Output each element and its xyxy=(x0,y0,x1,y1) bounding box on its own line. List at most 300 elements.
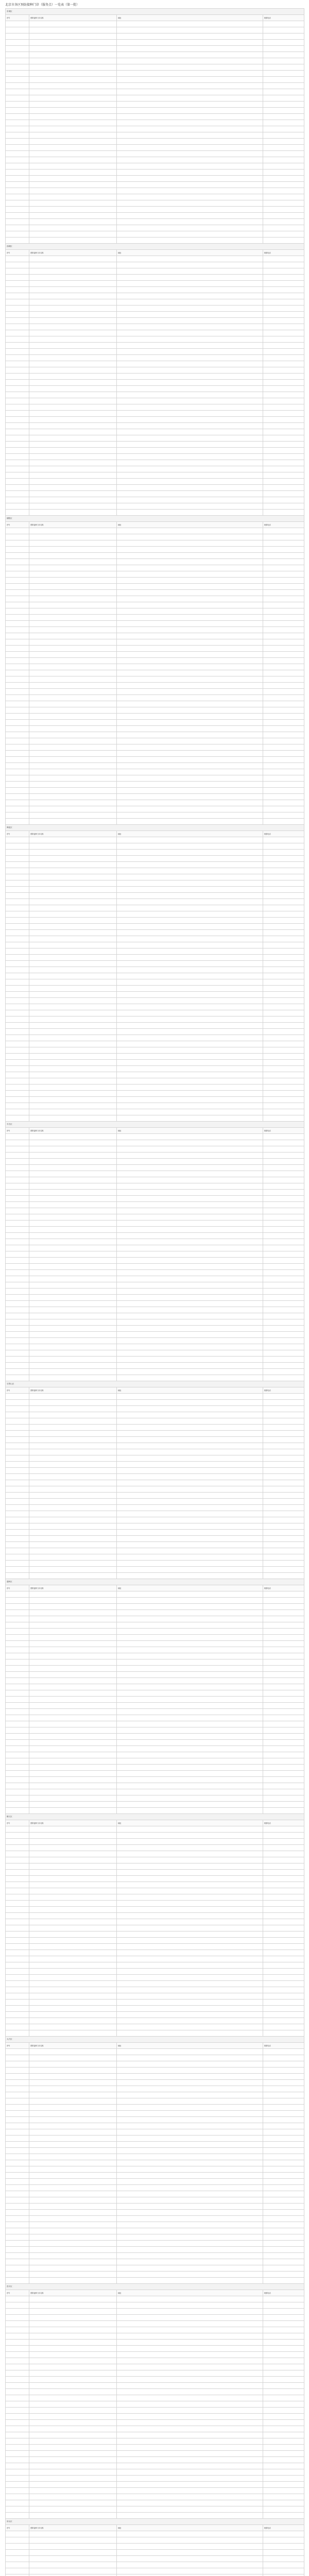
table-row xyxy=(6,639,304,646)
table-cell xyxy=(29,1561,117,1567)
table-cell xyxy=(117,955,263,961)
table-cell xyxy=(117,850,263,856)
table-cell xyxy=(117,2531,263,2537)
column-header: 地址 xyxy=(117,831,263,837)
table-cell xyxy=(6,1047,29,1054)
table-cell xyxy=(263,571,304,578)
table-cell xyxy=(263,2142,304,2148)
table-cell xyxy=(117,633,263,639)
table-cell xyxy=(29,1295,117,1301)
table-cell xyxy=(29,608,117,615)
table-row xyxy=(6,1523,304,1530)
table-cell xyxy=(29,1795,117,1802)
district-name: 西城区 xyxy=(6,244,304,250)
table-cell xyxy=(263,2185,304,2191)
table-cell xyxy=(263,979,304,986)
table-cell xyxy=(117,213,263,219)
table-cell xyxy=(6,77,29,83)
table-cell xyxy=(29,744,117,751)
table-cell xyxy=(263,1826,304,1833)
table-cell xyxy=(117,1425,263,1431)
table-cell xyxy=(263,2136,304,2142)
table-cell xyxy=(263,2414,304,2420)
table-cell xyxy=(6,1264,29,1270)
table-cell xyxy=(263,744,304,751)
table-cell xyxy=(29,2098,117,2105)
table-cell xyxy=(263,670,304,676)
district-name: 东城区 xyxy=(6,9,304,15)
table-row xyxy=(6,1672,304,1678)
table-cell xyxy=(6,1944,29,1950)
table-cell xyxy=(29,596,117,602)
district-section-row xyxy=(6,825,304,831)
table-cell xyxy=(6,2111,29,2117)
table-row xyxy=(6,1146,304,1153)
table-row xyxy=(6,1740,304,1746)
table-row xyxy=(6,701,304,707)
table-cell xyxy=(29,1542,117,1548)
table-row xyxy=(6,2061,304,2067)
table-cell xyxy=(29,1394,117,1400)
table-cell xyxy=(117,1474,263,1480)
table-cell xyxy=(263,1332,304,1338)
table-cell xyxy=(29,1214,117,1221)
table-cell xyxy=(6,1721,29,1727)
table-cell xyxy=(6,1672,29,1678)
table-row xyxy=(6,1907,304,1913)
table-cell xyxy=(117,1103,263,1109)
table-cell xyxy=(29,1913,117,1919)
table-cell xyxy=(117,547,263,553)
table-cell xyxy=(6,1659,29,1666)
table-cell xyxy=(117,2142,263,2148)
table-cell xyxy=(263,930,304,936)
table-cell xyxy=(6,355,29,361)
table-cell xyxy=(117,819,263,825)
table-cell xyxy=(263,1319,304,1326)
table-cell xyxy=(117,1573,263,1579)
table-cell xyxy=(29,602,117,608)
table-cell xyxy=(263,1783,304,1789)
table-cell xyxy=(117,646,263,652)
table-cell xyxy=(29,2067,117,2074)
table-cell xyxy=(29,1134,117,1140)
table-row xyxy=(6,2278,304,2284)
table-cell xyxy=(117,1536,263,1542)
table-cell xyxy=(29,689,117,695)
table-row xyxy=(6,238,304,244)
table-cell xyxy=(6,1016,29,1023)
table-cell xyxy=(6,2123,29,2129)
table-cell xyxy=(29,1647,117,1653)
table-cell xyxy=(6,101,29,108)
table-cell xyxy=(6,1567,29,1573)
table-cell xyxy=(117,157,263,163)
table-row xyxy=(6,139,304,145)
table-row xyxy=(6,2302,304,2309)
table-cell xyxy=(263,880,304,887)
table-row xyxy=(6,1190,304,1196)
table-row xyxy=(6,2537,304,2544)
table-row xyxy=(6,2092,304,2098)
table-cell xyxy=(6,1431,29,1437)
table-row xyxy=(6,2222,304,2228)
table-cell xyxy=(263,899,304,905)
table-cell xyxy=(29,2197,117,2204)
table-row xyxy=(6,1010,304,1016)
table-cell xyxy=(117,2550,263,2556)
table-row xyxy=(6,1078,304,1084)
table-cell xyxy=(29,1765,117,1771)
table-cell xyxy=(263,596,304,602)
table-cell xyxy=(117,1554,263,1561)
table-cell xyxy=(29,1183,117,1190)
table-cell xyxy=(263,788,304,794)
table-cell xyxy=(117,2006,263,2012)
column-header-row xyxy=(6,1820,304,1826)
table-row xyxy=(6,720,304,726)
column-header: 预防接种门诊名称 xyxy=(29,2043,117,2049)
table-cell xyxy=(117,1913,263,1919)
table-cell xyxy=(263,466,304,472)
table-cell xyxy=(29,1233,117,1239)
table-row xyxy=(6,880,304,887)
table-cell xyxy=(263,1944,304,1950)
table-cell xyxy=(117,2469,263,2476)
table-row xyxy=(6,2204,304,2210)
table-cell xyxy=(263,2272,304,2278)
table-cell xyxy=(263,973,304,979)
table-cell xyxy=(263,1567,304,1573)
table-cell xyxy=(29,2346,117,2352)
table-cell xyxy=(6,769,29,775)
table-cell xyxy=(29,448,117,454)
column-header: 序号 xyxy=(6,1585,29,1591)
table-cell xyxy=(263,2253,304,2259)
table-row xyxy=(6,2340,304,2346)
table-cell xyxy=(29,1907,117,1913)
table-row xyxy=(6,460,304,466)
table-cell xyxy=(6,1338,29,1344)
table-cell xyxy=(6,367,29,374)
table-cell xyxy=(29,374,117,380)
table-cell xyxy=(29,2574,117,2576)
table-cell xyxy=(117,565,263,571)
table-cell xyxy=(263,1394,304,1400)
table-cell xyxy=(6,411,29,417)
table-cell xyxy=(117,782,263,788)
table-cell xyxy=(263,2166,304,2173)
table-cell xyxy=(263,398,304,404)
table-cell xyxy=(263,139,304,145)
table-cell xyxy=(6,2544,29,2550)
table-cell xyxy=(29,95,117,101)
table-cell xyxy=(29,1851,117,1857)
table-cell xyxy=(117,2092,263,2098)
table-row xyxy=(6,188,304,194)
table-cell xyxy=(263,1276,304,1282)
district-section-row xyxy=(6,1814,304,1820)
table-cell xyxy=(263,2030,304,2037)
table-cell xyxy=(29,2432,117,2438)
table-cell xyxy=(29,948,117,955)
table-row xyxy=(6,219,304,225)
table-cell xyxy=(263,404,304,411)
table-cell xyxy=(263,1808,304,1814)
table-cell xyxy=(6,2272,29,2278)
table-row xyxy=(6,936,304,942)
table-row xyxy=(6,194,304,200)
table-cell xyxy=(263,2321,304,2327)
table-cell xyxy=(117,1214,263,1221)
table-cell xyxy=(6,924,29,930)
table-cell xyxy=(29,46,117,52)
table-cell xyxy=(263,120,304,126)
table-row xyxy=(6,170,304,176)
table-cell xyxy=(6,2228,29,2234)
table-row xyxy=(6,2395,304,2401)
column-header: 序号 xyxy=(6,15,29,21)
table-row xyxy=(6,1913,304,1919)
table-row xyxy=(6,621,304,627)
table-cell xyxy=(117,2370,263,2377)
table-cell xyxy=(263,306,304,312)
table-cell xyxy=(6,1282,29,1289)
table-cell xyxy=(29,2179,117,2185)
table-row xyxy=(6,1969,304,1975)
table-row xyxy=(6,1437,304,1443)
table-cell xyxy=(117,262,263,268)
column-header: 预防接种门诊名称 xyxy=(29,1387,117,1394)
table-cell xyxy=(29,275,117,281)
table-cell xyxy=(263,1795,304,1802)
table-cell xyxy=(117,2463,263,2469)
table-cell xyxy=(29,126,117,132)
table-cell xyxy=(6,466,29,472)
table-row xyxy=(6,1480,304,1486)
table-row xyxy=(6,126,304,132)
table-cell xyxy=(29,751,117,757)
table-cell xyxy=(6,2012,29,2018)
table-cell xyxy=(117,874,263,880)
table-cell xyxy=(117,2123,263,2129)
table-cell xyxy=(6,2513,29,2519)
table-cell xyxy=(117,1907,263,1913)
table-cell xyxy=(29,1610,117,1616)
table-cell xyxy=(263,1449,304,1455)
table-cell xyxy=(263,1931,304,1938)
table-row xyxy=(6,757,304,763)
table-cell xyxy=(117,2296,263,2302)
table-cell xyxy=(117,602,263,608)
table-cell xyxy=(6,1183,29,1190)
table-row xyxy=(6,386,304,392)
table-cell xyxy=(117,973,263,979)
table-cell xyxy=(6,485,29,491)
table-row xyxy=(6,955,304,961)
table-row xyxy=(6,2086,304,2092)
table-row xyxy=(6,788,304,794)
table-cell xyxy=(263,64,304,71)
table-cell xyxy=(6,880,29,887)
table-cell xyxy=(117,126,263,132)
table-cell xyxy=(29,670,117,676)
table-cell xyxy=(117,1282,263,1289)
table-row xyxy=(6,71,304,77)
table-cell xyxy=(6,503,29,510)
table-row xyxy=(6,1214,304,1221)
table-cell xyxy=(6,874,29,880)
table-cell xyxy=(6,1690,29,1697)
table-cell xyxy=(6,998,29,1004)
table-cell xyxy=(6,565,29,571)
table-cell xyxy=(29,639,117,646)
table-cell xyxy=(117,1480,263,1486)
table-cell xyxy=(263,1975,304,1981)
table-cell xyxy=(117,1140,263,1146)
table-cell xyxy=(263,503,304,510)
table-cell xyxy=(263,676,304,683)
table-cell xyxy=(263,343,304,349)
table-cell xyxy=(6,1703,29,1709)
column-header-row xyxy=(6,2290,304,2296)
table-cell xyxy=(29,540,117,547)
table-cell xyxy=(117,1078,263,1084)
table-row xyxy=(6,1425,304,1431)
table-row xyxy=(6,2315,304,2321)
table-cell xyxy=(29,2241,117,2247)
table-cell xyxy=(6,1629,29,1635)
table-cell xyxy=(29,992,117,998)
table-cell xyxy=(6,732,29,738)
table-cell xyxy=(29,1697,117,1703)
table-cell xyxy=(263,2278,304,2284)
table-row xyxy=(6,1412,304,1418)
table-cell xyxy=(29,89,117,95)
table-row xyxy=(6,2067,304,2074)
table-row xyxy=(6,448,304,454)
table-cell xyxy=(29,1078,117,1084)
table-cell xyxy=(263,1894,304,1901)
table-row xyxy=(6,262,304,268)
table-row xyxy=(6,355,304,361)
table-row xyxy=(6,2216,304,2222)
column-header: 序号 xyxy=(6,250,29,256)
table-cell xyxy=(29,806,117,812)
table-row xyxy=(6,2259,304,2265)
table-cell xyxy=(263,961,304,967)
table-cell xyxy=(29,1486,117,1493)
table-cell xyxy=(117,2451,263,2457)
table-row xyxy=(6,2080,304,2086)
table-row xyxy=(6,1344,304,1350)
table-row xyxy=(6,2154,304,2160)
column-header: 联系电话 xyxy=(263,831,304,837)
table-cell xyxy=(263,726,304,732)
table-cell xyxy=(263,2457,304,2463)
table-row xyxy=(6,1091,304,1097)
table-row xyxy=(6,1851,304,1857)
table-cell xyxy=(263,1363,304,1369)
table-row xyxy=(6,40,304,46)
table-row xyxy=(6,856,304,862)
table-cell xyxy=(263,1622,304,1629)
table-cell xyxy=(29,349,117,355)
table-row xyxy=(6,1616,304,1622)
table-cell xyxy=(6,1474,29,1480)
table-cell xyxy=(117,2395,263,2401)
table-cell xyxy=(29,1406,117,1412)
table-cell xyxy=(29,423,117,429)
table-cell xyxy=(6,1233,29,1239)
table-row xyxy=(6,1604,304,1610)
table-cell xyxy=(263,924,304,930)
table-cell xyxy=(6,893,29,899)
table-cell xyxy=(117,1987,263,1993)
table-cell xyxy=(263,1882,304,1888)
table-row xyxy=(6,101,304,108)
table-cell xyxy=(29,1264,117,1270)
table-cell xyxy=(263,1258,304,1264)
table-row xyxy=(6,1431,304,1437)
table-row xyxy=(6,479,304,485)
table-cell xyxy=(263,1870,304,1876)
table-row xyxy=(6,1196,304,1202)
table-cell xyxy=(117,2513,263,2519)
table-cell xyxy=(117,101,263,108)
table-cell xyxy=(6,219,29,225)
table-cell xyxy=(263,695,304,701)
table-row xyxy=(6,2173,304,2179)
table-cell xyxy=(263,2160,304,2166)
table-cell xyxy=(6,775,29,782)
table-cell xyxy=(29,1573,117,1579)
table-cell xyxy=(6,2451,29,2457)
table-cell xyxy=(29,1060,117,1066)
table-cell xyxy=(117,1808,263,1814)
table-cell xyxy=(263,1035,304,1041)
table-row xyxy=(6,374,304,380)
table-cell xyxy=(6,1214,29,1221)
table-row xyxy=(6,1233,304,1239)
table-cell xyxy=(29,850,117,856)
table-cell xyxy=(263,1097,304,1103)
table-cell xyxy=(263,714,304,720)
table-cell xyxy=(263,1115,304,1122)
table-cell xyxy=(29,1901,117,1907)
table-cell xyxy=(29,231,117,238)
table-row xyxy=(6,782,304,788)
table-row xyxy=(6,850,304,856)
table-cell xyxy=(29,2451,117,2457)
table-row xyxy=(6,806,304,812)
table-row xyxy=(6,2469,304,2476)
table-cell xyxy=(6,1635,29,1641)
table-cell xyxy=(29,534,117,540)
table-row xyxy=(6,670,304,676)
table-cell xyxy=(29,2024,117,2030)
table-row xyxy=(6,646,304,652)
table-cell xyxy=(6,1684,29,1690)
table-row xyxy=(6,1016,304,1023)
table-row xyxy=(6,1264,304,1270)
table-cell xyxy=(263,2154,304,2160)
table-cell xyxy=(29,2327,117,2333)
table-cell xyxy=(29,1752,117,1758)
table-cell xyxy=(263,2179,304,2185)
table-row xyxy=(6,312,304,318)
table-cell xyxy=(117,77,263,83)
